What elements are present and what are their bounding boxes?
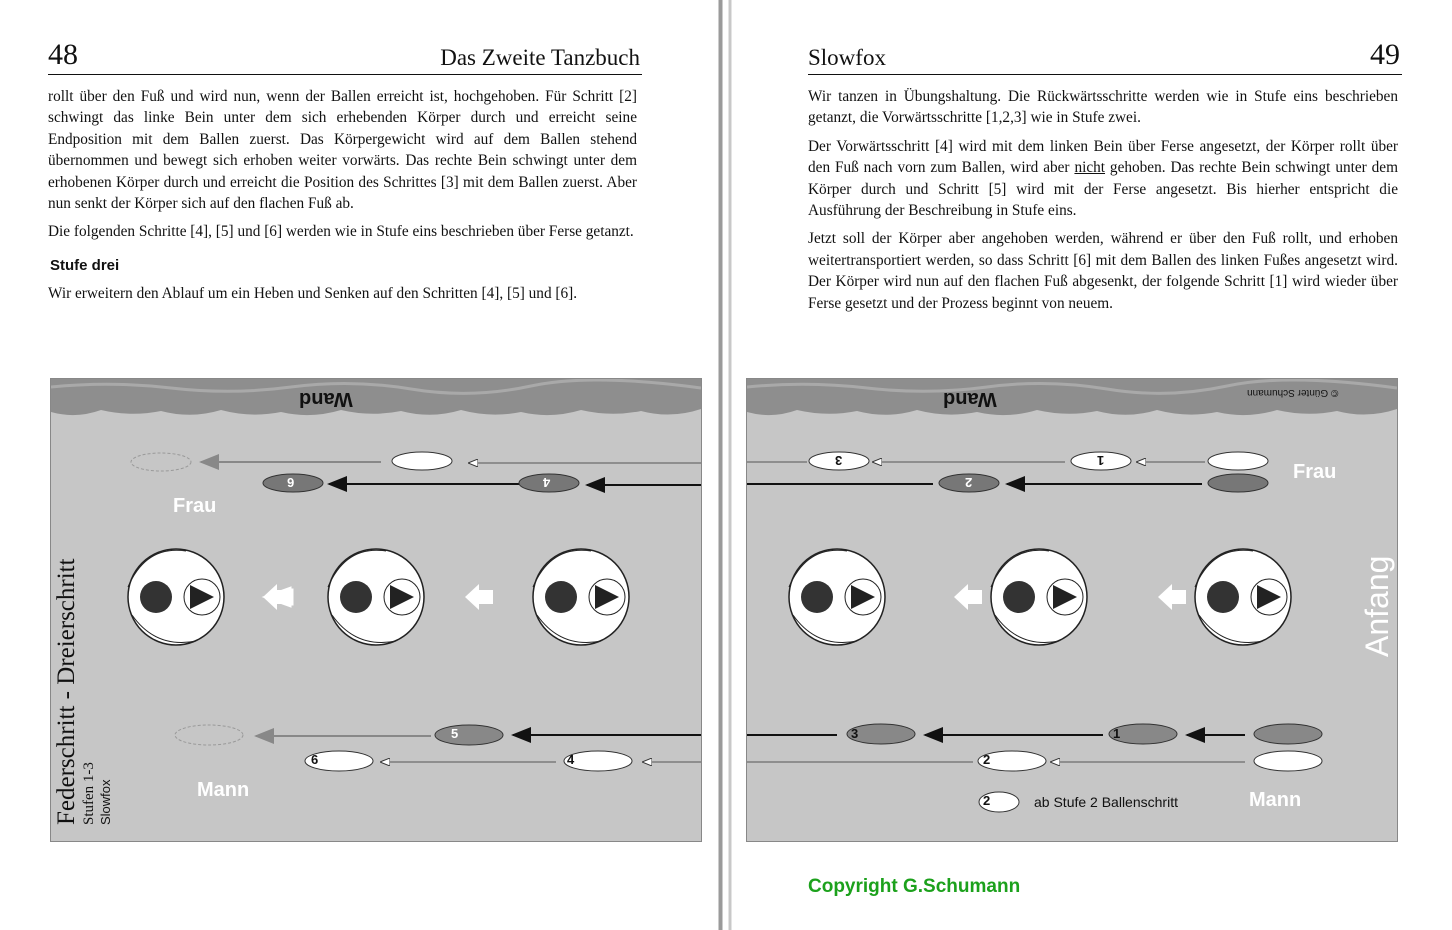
step-number: 6 [311,752,319,767]
right-body-text [808,86,1398,321]
underlined-word: nicht [1074,159,1106,177]
vertical-subtitle: Stufen 1-3 [81,762,97,825]
couple-figure [328,549,424,645]
direction-arrow [477,590,493,604]
step-number: 2 [965,475,973,490]
man-label: Mann [1249,789,1302,811]
paragraph: Wir tanzen in Übungshaltung. Die Rückwärtsschritte werden wie in Stufe eins beschrieben getanzt, die Vorwärtsschritte [1,2,3] wie in Stufe zwei. [808,88,1398,127]
copyright-notice: Copyright G.Schumann [808,876,1021,897]
footprint [1254,724,1322,744]
vertical-dance: Slowfox [98,779,113,825]
page-number: 49 [1370,38,1400,71]
couple-figure [533,549,629,645]
paragraph: Die folgenden Schritte [4], [5] und [6] werden wie in Stufe eins beschrieben über Ferse getanzt. [48,223,634,241]
legend-step-number: 2 [983,793,991,808]
step-number: 1 [1113,726,1121,741]
running-title: Slowfox [808,45,886,70]
running-title: Das Zweite Tanzbuch [440,45,640,70]
direction-arrow [1170,590,1186,604]
page-number: 48 [48,38,78,71]
direction-arrow [263,584,277,610]
couple-figure [991,549,1087,645]
paragraph: Jetzt soll der Körper aber angehoben werden, während er über den Fuß rollt, und erhoben weitertransportiert werden, so dass Schritt [6] mit dem Ballen des linken Fußes angesetzt wird. Der Körper wird nun auf den flachen Fuß abgesenkt, der folgende Schritt [1] wird wieder über Ferse gesetzt und der Prozess beginnt von neuem. [808,230,1398,312]
left-page [0,0,716,930]
direction-arrow [465,584,479,610]
couple-figure [789,549,885,645]
step-number: 1 [1097,453,1105,468]
step-diagram-left [50,378,702,842]
direction-arrow [966,590,982,604]
woman-label: Frau [173,495,217,517]
step-number: 6 [287,475,295,490]
couple-figure [1195,549,1291,645]
paragraph-part: Der Vorwärtsschritt [4] wird mit dem linken Bein über Ferse angesetzt, der Körper rollt über den Fuß nach vorn zum Ballen, wird aber [808,137,1398,177]
author-credit: © Günter Schumann [1247,387,1339,398]
book-gutter [716,0,736,930]
footprint [1208,474,1268,492]
paragraph: Wir erweitern den Ablauf um ein Heben und Senken auf den Schritten [4], [5] und [6]. [48,285,578,303]
footprint [392,452,452,470]
vertical-title-block [53,505,143,825]
footprint [1254,751,1322,771]
wall-label: Wand [943,388,997,410]
step-diagram-right [746,378,1398,842]
diagram-graphics [51,379,701,841]
step-number: 3 [851,726,859,741]
left-body-text [48,86,637,312]
left-page-header [48,40,642,75]
paragraph [808,136,1398,222]
step-number: 4 [543,475,551,490]
footprint [435,725,503,745]
paragraph: rollt über den Fuß und wird nun, wenn der Ballen erreicht ist, hochgehoben. Für Schritt [2] schwingt das linke Bein unter dem sich erhebenden Körper durch und erreicht seine Endposition mit dem Ballen zuerst. Das Körpergewicht wird auf dem Ballen stehend übernommen und bewegt sich erhoben weiter vorwärts. Das rechte Bein schwingt unter dem erhobenen Körper durch und erreicht die Position des Schrittes [3] mit dem Ballen zuerst. Aber nun senkt der Körper sich auf den flachen Fuß ab. [48,88,637,213]
step-number: 5 [451,726,459,741]
step-number: 2 [983,752,991,767]
wall-label: Wand [299,388,353,410]
vertical-title: Federschritt - Dreierschritt [53,558,80,825]
right-page-header [808,40,1402,75]
footprint-outline [175,725,243,745]
right-page [736,0,1452,930]
paragraph-part: gehoben. Das rechte Bein schwingt unter dem Körper durch und Schritt [5] wird mit der Ferse angesetzt. Bis hierher entspricht die Ausführung der Beschreibung in Stufe eins. [808,159,1398,220]
footprint [1208,452,1268,470]
direction-arrow [275,590,291,604]
subheading: Stufe drei [50,256,120,274]
direction-arrow [1158,584,1172,610]
man-label: Mann [197,779,250,801]
legend-text: ab Stufe 2 Ballenschritt [1034,794,1178,810]
start-label: Anfang [1359,555,1395,657]
step-number: 3 [835,453,843,468]
diagram-graphics [747,379,1397,841]
woman-label: Frau [1293,461,1337,483]
step-number: 4 [567,752,575,767]
direction-arrow [954,584,968,610]
footprint-outline [131,453,191,471]
